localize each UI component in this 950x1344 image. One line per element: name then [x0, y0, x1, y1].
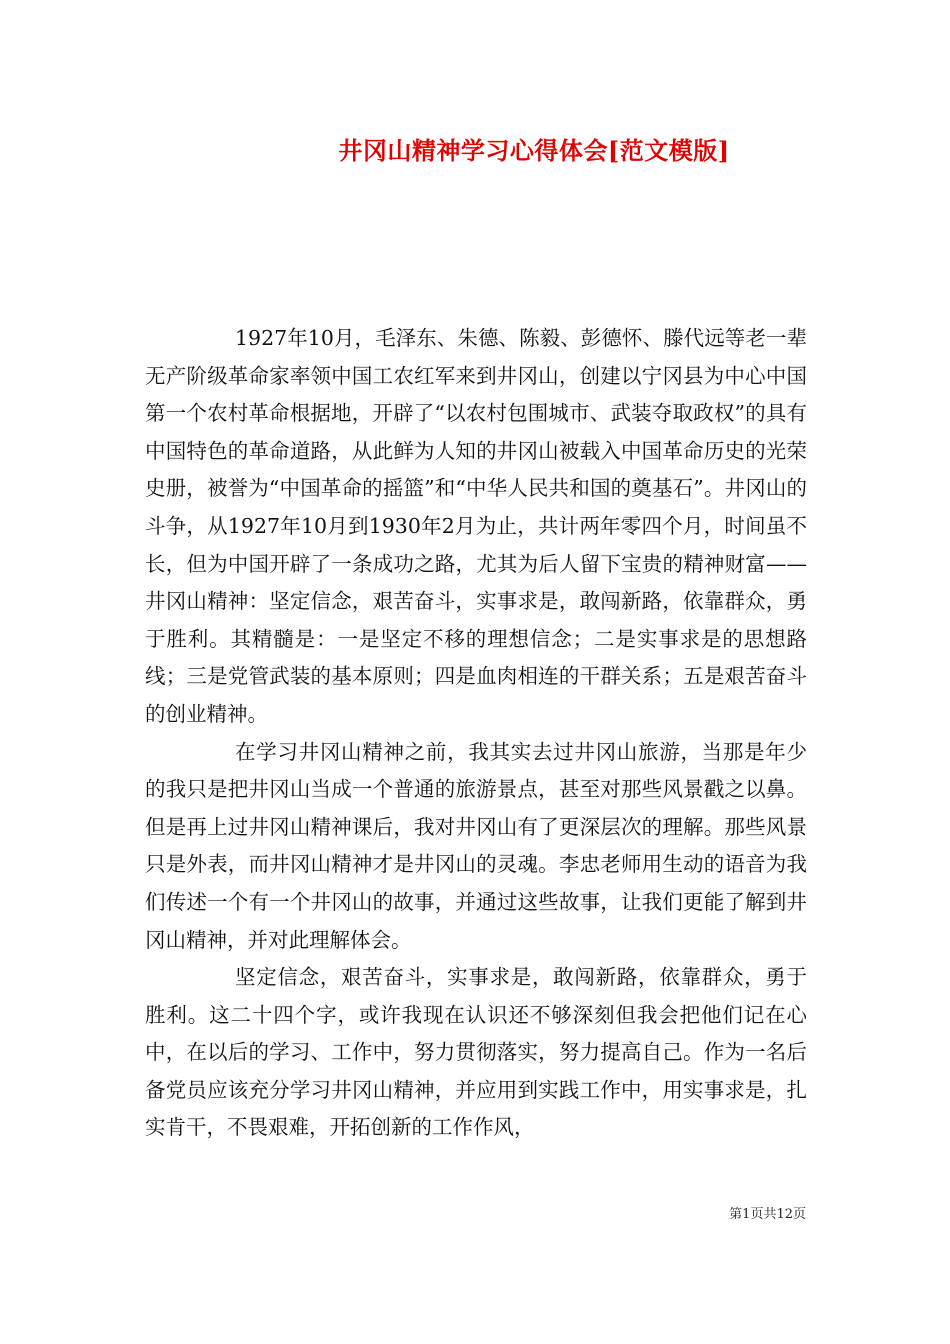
paragraph-commitment: 坚定信念，艰苦奋斗，实事求是，敢闯新路，依靠群众，勇于胜利。这二十四个字，或许我现在认识还不够深刻但我会把他们记在心中，在以后的学习、工作中，努力贯彻落实，努力提高自己。作为一名后备党员应该充分学习井冈山精神，并应用到实践工作中，用实事求是，扎实肯干，不畏艰难，开拓创新的工作作风， — [145, 965, 807, 1140]
document-body — [145, 320, 807, 1147]
document-title: 井冈山精神学习心得体会[范文模版] — [338, 136, 730, 165]
paragraph-visit-experience: 在学习井冈山精神之前，我其实去过井冈山旅游，当那是年少的我只是把井冈山当成一个普通的旅游景点，甚至对那些风景戳之以鼻。但是再上过井冈山精神课后，我对井冈山有了更深层次的理解。那些风景只是外表，而井冈山精神才是井冈山的灵魂。李忠老师用生动的语音为我们传述一个有一个井冈山的故事，并通过这些故事，让我们更能了解到井冈山精神，并对此理解体会。 — [145, 739, 807, 952]
page-number: 第1页共12页 — [729, 1207, 806, 1222]
paragraph-history: 1927年10月，毛泽东、朱德、陈毅、彭德怀、滕代远等老一辈无产阶级革命家率领中国工农红军来到井冈山，创建以宁冈县为中心中国第一个农村革命根据地，开辟了“以农村包围城市、武装夺取政权”的具有中国特色的革命道路，从此鲜为人知的井冈山被载入中国革命历史的光荣史册，被誉为“中国革命的摇篮”和“中华人民共和国的奠基石”。井冈山的斗争，从1927年10月到1930年2月为止，共计两年零四个月，时间虽不长，但为中国开辟了一条成功之路，尤其为后人留下宝贵的精神财富——井冈山精神：坚定信念，艰苦奋斗，实事求是，敢闯新路，依靠群众，勇于胜利。其精髓是：一是坚定不移的理想信念；二是实事求是的思想路线；三是党管武装的基本原则；四是血肉相连的干群关系；五是艰苦奋斗的创业精神。 — [145, 326, 807, 726]
